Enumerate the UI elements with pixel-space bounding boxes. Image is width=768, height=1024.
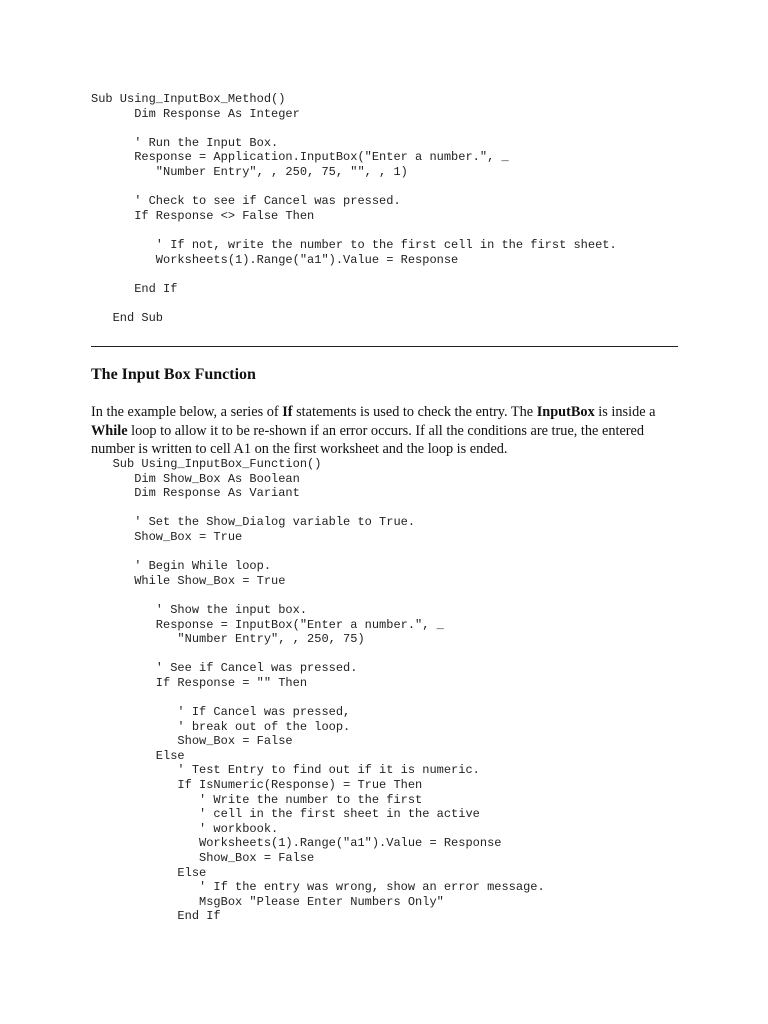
intro-paragraph bbox=[91, 403, 691, 459]
paragraph-text-4: loop to allow it to be re-shown if an error occurs. If all the conditions are true, the entered number is written to cell A1 on the first worksheet and the loop is ended. bbox=[91, 422, 645, 457]
paragraph-text-2: statements is used to check the entry. The bbox=[292, 404, 537, 420]
section-heading: The Input Box Function bbox=[91, 366, 256, 383]
code-block-inputbox-method: Sub Using_InputBox_Method() Dim Response As Integer ' Run the Input Box. Response = Application.InputBox("Enter a number.", _ "Number Entry", , 250, 75, "", , 1) ' Check to see if Cancel was pressed. If Response <> False Then ' If not, write the number to the first cell in the first sheet. Worksheets(1).Range("a1").Value = Response End If End Sub bbox=[91, 92, 617, 325]
paragraph-text-1: In the example below, a series of bbox=[91, 404, 283, 420]
paragraph-text-3: is inside a bbox=[594, 404, 656, 420]
keyword-inputbox: InputBox bbox=[536, 404, 595, 420]
horizontal-rule bbox=[91, 346, 678, 347]
keyword-if: If bbox=[282, 404, 293, 420]
keyword-while: While bbox=[91, 422, 128, 439]
code-block-inputbox-function: Sub Using_InputBox_Function() Dim Show_Box As Boolean Dim Response As Variant ' Set the Show_Dialog variable to True. Show_Box = True ' Begin While loop. While Show_Box = True ' Show the input box. Response = InputBox("Enter a number.", _ "Number Entry", , 250, 75) ' See if Cancel was pressed. If Response = "" Then ' If Cancel was pressed, ' break out of the loop. Show_Box = False Else ' Test Entry to find out if it is numeric. If IsNumeric(Response) = True Then ' Write the number to the first ' cell in the first sheet in the active ' workbook. Worksheets(1).Range("a1").Value = Response Show_Box = False Else ' If the entry was wrong, show an error message. MsgBox "Please Enter Numbers Only" End If bbox=[112, 457, 545, 924]
